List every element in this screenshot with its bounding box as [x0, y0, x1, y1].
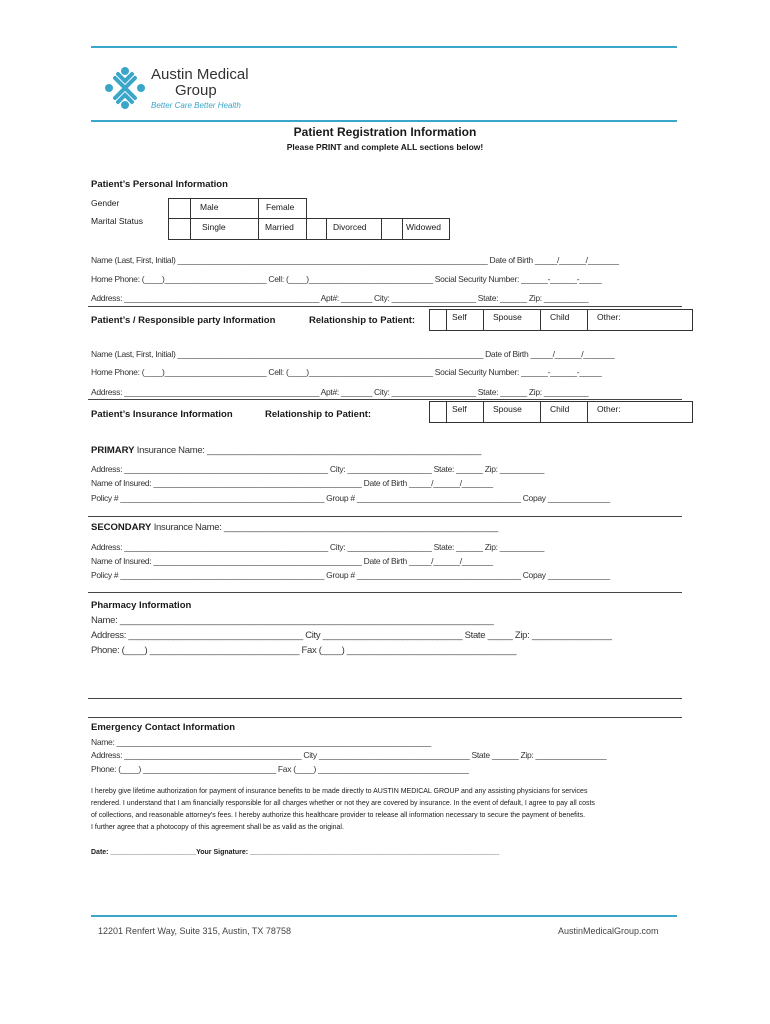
divider: [88, 592, 682, 593]
divider: [88, 399, 682, 400]
personal-phone-field[interactable]: Home Phone: (____)_______________________ Cell: (____)____________________________ Social Security Number: ______-______-_____: [91, 274, 602, 284]
primary-policy-field[interactable]: Policy # ______________________________________________ Group # _____________________________________ Copay ______________: [91, 493, 610, 503]
secondary-insurance-name-field[interactable]: [91, 522, 498, 533]
emergency-name-field[interactable]: Name: _______________________________________________________________________: [91, 737, 431, 747]
emergency-heading: Emergency Contact Information: [91, 722, 236, 733]
header-top-rule: [91, 46, 677, 48]
footer-website[interactable]: AustinMedicalGroup.com: [558, 926, 659, 936]
primary-insurance-name-field[interactable]: [91, 445, 481, 456]
brand-tagline: Better Care Better Health: [151, 101, 241, 110]
responsible-heading: Patient’s / Responsible party Information: [91, 315, 276, 326]
divider: [88, 717, 682, 718]
brand-name-line2: Group: [175, 82, 217, 99]
personal-heading: Patient’s Personal Information: [91, 179, 228, 190]
logo-mark-icon: [104, 66, 146, 110]
secondary-insured-field[interactable]: Name of Insured: _______________________________________________ Date of Birth _____/______/_______: [91, 556, 493, 566]
authorization-line-3: of collections, and reasonable attorney’s fees. I hereby authorize this healthcare provider to release all information necessary to secure the payment of benefits.: [91, 812, 586, 819]
responsible-phone-field[interactable]: Home Phone: (____)_______________________ Cell: (____)____________________________ Social Security Number: ______-______-_____: [91, 367, 602, 377]
logo: [104, 66, 146, 110]
primary-name-line: Insurance Name: _______________________________________________________: [134, 445, 482, 456]
primary-label: PRIMARY: [91, 445, 135, 456]
emergency-address-field[interactable]: Address: ________________________________________ City __________________________________ State ______ Zip: ________________: [91, 750, 607, 760]
footer-address: 12201 Renfert Way, Suite 315, Austin, TX 78758: [98, 926, 291, 936]
footer-rule: [91, 915, 677, 917]
responsible-address-field[interactable]: Address: ____________________________________________ Apt#: _______ City: ___________________ State: ______ Zip: __________: [91, 387, 589, 397]
marital-option-divorced[interactable]: Divorced: [333, 222, 367, 232]
insurance-heading: Patient’s Insurance Information: [91, 409, 233, 420]
signature-field[interactable]: Date: ______________________Your Signature: ________________________________________________________________: [91, 849, 500, 856]
responsible-option-child[interactable]: Child: [550, 312, 570, 322]
divider: [88, 516, 682, 517]
brand-name-line1: Austin Medical: [151, 66, 249, 83]
secondary-label: SECONDARY: [91, 522, 152, 533]
page-title: Patient Registration Information: [293, 125, 477, 139]
responsible-option-self[interactable]: Self: [452, 312, 467, 322]
marital-label: Marital Status: [91, 216, 143, 226]
personal-name-field[interactable]: Name (Last, First, Initial) ______________________________________________________________________ Date of Birth _____/______/_______: [91, 255, 619, 265]
insurance-relationship-label: Relationship to Patient:: [265, 409, 372, 420]
insurance-option-child[interactable]: Child: [550, 404, 570, 414]
marital-option-single[interactable]: Single: [202, 222, 226, 232]
gender-option-female[interactable]: Female: [266, 202, 295, 212]
gender-option-male[interactable]: Male: [200, 202, 219, 212]
secondary-name-line: Insurance Name: _______________________________________________________: [151, 522, 498, 533]
authorization-line-1: I hereby give lifetime authorization for payment of insurance benefits to be made directly to AUSTIN MEDICAL GROUP and any assisting physicians for services: [91, 788, 588, 795]
pharmacy-heading: Pharmacy Information: [91, 600, 192, 611]
authorization-line-4: I further agree that a photocopy of this agreement shall be as valid as the original.: [91, 824, 344, 831]
responsible-option-other[interactable]: Other:: [597, 312, 621, 322]
marital-option-widowed[interactable]: Widowed: [406, 222, 441, 232]
insurance-option-other[interactable]: Other:: [597, 404, 621, 414]
insurance-option-spouse[interactable]: Spouse: [493, 404, 522, 414]
responsible-name-field[interactable]: Name (Last, First, Initial) _____________________________________________________________________ Date of Birth _____/______/_______: [91, 349, 615, 359]
authorization-line-2: rendered. I understand that I am financially responsible for all charges whether or not they are covered by insurance. In the event of default, I agree to pay all costs: [91, 800, 595, 807]
pharmacy-address-field[interactable]: Address: ___________________________________ City ____________________________ State _____ Zip: ________________: [91, 630, 612, 641]
emergency-phone-field[interactable]: Phone: (____) ______________________________ Fax (____) __________________________________: [91, 764, 469, 774]
insurance-option-self[interactable]: Self: [452, 404, 467, 414]
header-bottom-rule: [91, 120, 677, 122]
primary-address-field[interactable]: Address: ______________________________________________ City: ___________________ State: ______ Zip: __________: [91, 464, 545, 474]
secondary-address-field[interactable]: Address: ______________________________________________ City: ___________________ State: ______ Zip: __________: [91, 542, 545, 552]
gender-label: Gender: [91, 198, 120, 208]
divider: [88, 306, 682, 307]
responsible-option-spouse[interactable]: Spouse: [493, 312, 522, 322]
divider: [88, 698, 682, 699]
pharmacy-phone-field[interactable]: Phone: (____) ______________________________ Fax (____) __________________________________: [91, 645, 517, 656]
pharmacy-name-field[interactable]: Name: ___________________________________________________________________________: [91, 615, 494, 626]
secondary-policy-field[interactable]: Policy # ______________________________________________ Group # _____________________________________ Copay ______________: [91, 570, 610, 580]
marital-option-married[interactable]: Married: [265, 222, 294, 232]
responsible-relationship-label: Relationship to Patient:: [309, 315, 416, 326]
page-subtitle: Please PRINT and complete ALL sections below!: [286, 142, 484, 152]
personal-address-field[interactable]: Address: ____________________________________________ Apt#: _______ City: ___________________ State: ______ Zip: __________: [91, 293, 589, 303]
primary-insured-field[interactable]: Name of Insured: _______________________________________________ Date of Birth _____/______/_______: [91, 478, 493, 488]
